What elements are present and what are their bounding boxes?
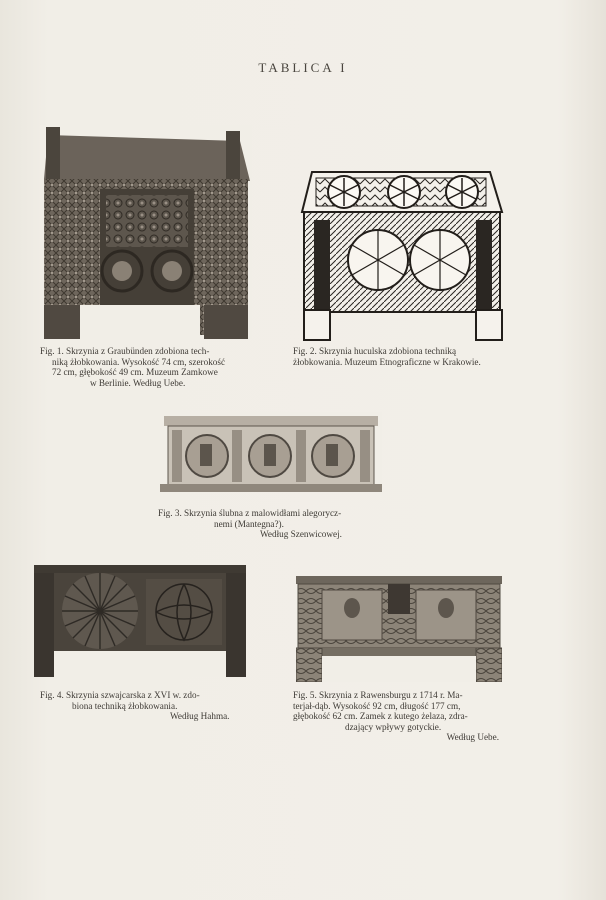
figure-2-image: [300, 170, 506, 342]
caption-line: Fig. 1. Skrzynia z Graubünden zdobiona tech-: [40, 346, 210, 356]
caption-line: Według Uebe.: [446, 732, 499, 743]
figure-1-caption: [40, 346, 256, 388]
caption-line: biona techniką żłobkowania.: [72, 700, 178, 711]
caption-line: żłobkowania. Muzeum Etnograficzne w Krakowie.: [293, 356, 481, 367]
caption-line: terjał-dąb. Wysokość 92 cm, długość 177 cm,: [293, 700, 461, 711]
caption-line: głębokość 62 cm. Zamek z kutego żelaza, zdra-: [293, 711, 468, 722]
caption-line: niką żłobkowania. Wysokość 74 cm, szerokość: [52, 356, 226, 367]
caption-line: Fig. 4. Skrzynia szwajcarska z XVI w. zdo-: [40, 690, 200, 700]
caption-line: dzający wpływy gotyckie.: [345, 721, 442, 732]
caption-line: Według Hahma.: [170, 711, 230, 722]
figure-5-image: [296, 576, 502, 682]
figure-4-caption: [40, 690, 252, 722]
caption-line: Fig. 2. Skrzynia huculska zdobiona techniką: [293, 346, 457, 356]
caption-line: Według Szenwicowej.: [260, 529, 342, 540]
caption-line: 72 cm, głębokość 49 cm. Muzeum Zamkowe: [52, 367, 218, 378]
caption-line: Fig. 5. Skrzynia z Rawensburgu z 1714 r. Ma-: [293, 690, 463, 700]
figure-5-caption: [293, 690, 515, 743]
caption-line: w Berlinie. Według Uebe.: [90, 377, 186, 388]
figure-1-image: [40, 125, 252, 339]
figure-3-image: [160, 412, 382, 492]
figure-2-caption: [293, 346, 509, 367]
figure-3-caption: [158, 508, 388, 540]
figure-4-image: [34, 565, 246, 677]
plate-title: TABLICA I: [258, 60, 348, 75]
caption-line: Fig. 3. Skrzynia ślubna z malowidłami alegorycz-: [158, 508, 342, 518]
caption-line: nemi (Mantegna?).: [214, 518, 284, 529]
